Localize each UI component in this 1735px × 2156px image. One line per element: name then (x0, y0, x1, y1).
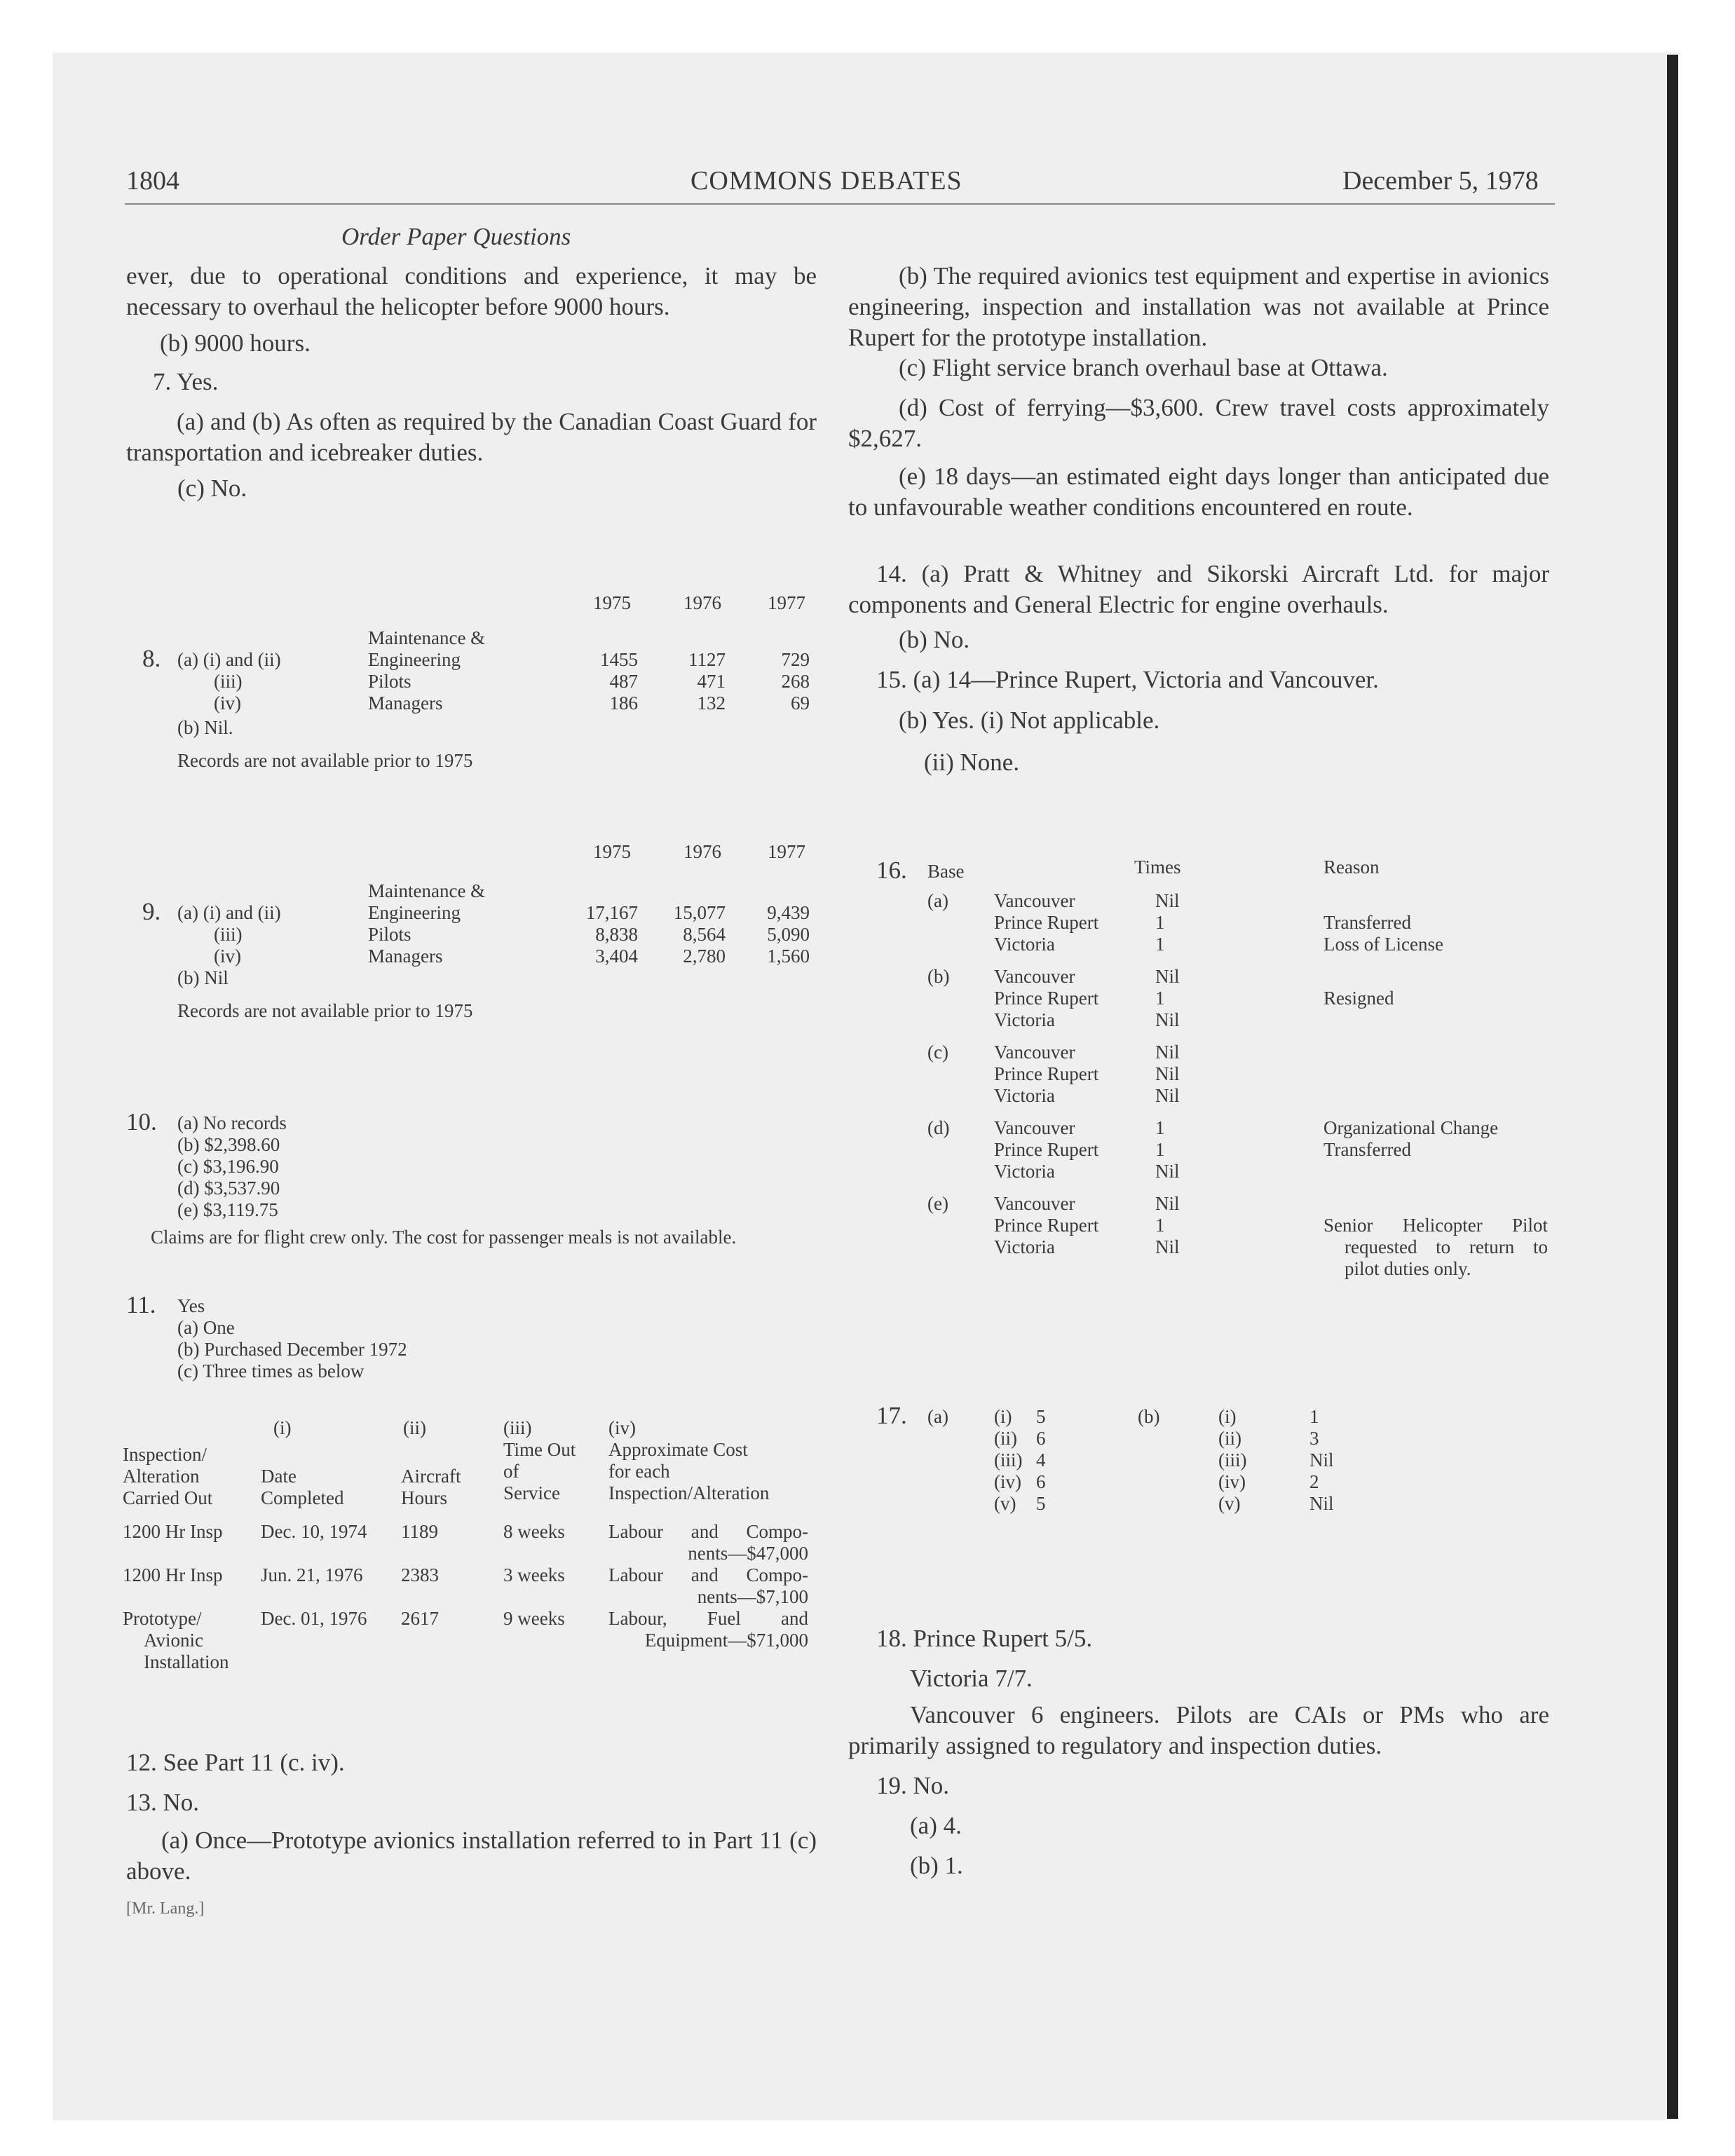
category-label: Maintenance & (368, 627, 486, 648)
sub-label: (v) (1218, 1493, 1241, 1514)
page-background (53, 53, 1678, 2120)
year-header: 1977 (768, 841, 805, 862)
year-header: 1976 (683, 841, 721, 862)
times-value: Nil (1155, 1042, 1180, 1063)
group-letter: (b) (927, 966, 950, 987)
reason-text: Resigned (1324, 988, 1394, 1009)
sub-label: (iv) (994, 1471, 1021, 1492)
base-name: Prince Rupert (994, 1139, 1099, 1160)
reason-text: pilot duties only. (1345, 1258, 1471, 1279)
reason-text: Loss of License (1324, 934, 1443, 955)
base-name: Victoria (994, 1009, 1055, 1030)
answer-line: (a) No records (177, 1112, 287, 1133)
table-cell: 3,404 (595, 946, 638, 967)
column-header: of (503, 1461, 519, 1482)
question-number: 10. (126, 1108, 157, 1135)
table-cell: nents—$7,100 (697, 1586, 808, 1607)
column-number: (ii) (403, 1417, 426, 1438)
row-label: (iv) (214, 946, 241, 967)
question-number: 9. (142, 898, 161, 925)
table-cell: Installation (144, 1651, 229, 1672)
base-name: Vancouver (994, 966, 1075, 987)
question-number: 16. (876, 857, 907, 884)
table-cell: 9 weeks (503, 1608, 565, 1629)
column-header: Aircraft (401, 1466, 461, 1487)
times-value: 1 (1155, 912, 1165, 933)
column-header: Reason (1324, 857, 1380, 878)
table-cell: nents—$47,000 (688, 1543, 808, 1564)
row-label: (a) (i) and (ii) (177, 649, 281, 670)
answer-paragraph: (a) Once—Prototype avionics installation referred to in Part 11 (c) above. (126, 1827, 817, 1885)
times-value: Nil (1155, 1161, 1180, 1182)
sub-label: (i) (994, 1406, 1012, 1427)
table-cell: 1,560 (767, 946, 810, 967)
reason-text: Organizational Change (1324, 1117, 1499, 1138)
times-value: 1 (1155, 934, 1165, 955)
table-cell: Labour and Compo- (608, 1521, 808, 1542)
answer-line: (c) No. (177, 475, 247, 502)
answer-line: (b) Nil (177, 967, 229, 988)
times-value: Nil (1155, 1009, 1180, 1030)
column-number: (iv) (608, 1417, 636, 1438)
page-date: December 5, 1978 (1342, 166, 1539, 196)
times-value: Nil (1155, 1236, 1180, 1257)
table-cell: 15,077 (673, 902, 726, 923)
table-cell: 1200 Hr Insp (123, 1521, 223, 1542)
base-name: Victoria (994, 1161, 1055, 1182)
column-header: Time Out (503, 1439, 576, 1460)
table-cell: 729 (781, 649, 810, 670)
table-cell: 1455 (600, 649, 638, 670)
table-cell: 1127 (688, 649, 726, 670)
times-value: Nil (1155, 966, 1180, 987)
answer-line: (a) One (177, 1317, 235, 1338)
sub-value: 4 (1036, 1449, 1046, 1471)
answer-line: 12. See Part 11 (c. iv). (126, 1749, 345, 1776)
base-name: Prince Rupert (994, 912, 1099, 933)
year-header: 1975 (593, 841, 631, 862)
column-header: for each (608, 1461, 670, 1482)
group-letter: (e) (927, 1193, 948, 1214)
table-cell: Prototype/ (123, 1608, 202, 1629)
column-header: Approximate Cost (608, 1439, 748, 1460)
table-cell: Labour, Fuel and (608, 1608, 808, 1629)
table-note: Records are not available prior to 1975 (177, 1000, 473, 1021)
table-cell: 8 weeks (503, 1521, 565, 1542)
sub-label: (i) (1218, 1406, 1237, 1427)
reason-text: Senior Helicopter Pilot (1324, 1215, 1548, 1236)
answer-line: Victoria 7/7. (910, 1665, 1033, 1692)
answer-line: (b) Nil. (177, 717, 233, 738)
answer-paragraph: Vancouver 6 engineers. Pilots are CAIs or PMs who are primarily assigned to regulatory and inspection duties. (848, 1701, 1549, 1759)
header-rule (125, 203, 1555, 205)
table-cell: 8,838 (595, 924, 638, 945)
row-label: (a) (i) and (ii) (177, 902, 281, 923)
table-cell: Avionic (144, 1630, 203, 1651)
category-label: Engineering (368, 649, 461, 670)
table-cell: 186 (609, 692, 638, 714)
page-title: COMMONS DEBATES (690, 166, 962, 196)
sub-label: (iii) (1218, 1449, 1247, 1471)
table-cell: Jun. 21, 1976 (261, 1564, 363, 1585)
base-name: Prince Rupert (994, 1063, 1099, 1084)
sub-value: 3 (1309, 1428, 1319, 1449)
table-cell: 17,167 (585, 902, 638, 923)
base-name: Prince Rupert (994, 1215, 1099, 1236)
table-cell: 2617 (401, 1608, 439, 1629)
year-header: 1975 (593, 592, 631, 613)
column-header: Inspection/ (123, 1444, 207, 1465)
column-number: (i) (273, 1417, 292, 1438)
table-cell: 487 (609, 671, 638, 692)
times-value: Nil (1155, 890, 1180, 911)
table-cell: 1200 Hr Insp (123, 1564, 223, 1585)
base-name: Victoria (994, 1085, 1055, 1106)
question-number: 8. (142, 645, 161, 672)
answer-paragraph: ever, due to operational conditions and experience, it may be necessary to overhaul the helicopter before 9000 hours. (126, 262, 817, 320)
answer-line: (ii) None. (924, 749, 1020, 776)
answer-line: (e) $3,119.75 (177, 1199, 278, 1220)
answer-line: 15. (a) 14—Prince Rupert, Victoria and Vancouver. (876, 666, 1379, 693)
answer-line: (c) Flight service branch overhaul base at Ottawa. (899, 354, 1388, 381)
column-header: Base (927, 861, 965, 882)
sub-value: 5 (1036, 1406, 1046, 1427)
column-header: Service (503, 1482, 560, 1503)
table-cell: 8,564 (683, 924, 726, 945)
sub-value: 6 (1036, 1428, 1046, 1449)
answer-paragraph: (b) The required avionics test equipment and expertise in avionics engineering, inspection and installation was not available at Prince Rupert for the prototype installation. (848, 262, 1549, 351)
table-cell: 268 (781, 671, 810, 692)
table-cell: 3 weeks (503, 1564, 565, 1585)
base-name: Vancouver (994, 1117, 1075, 1138)
group-letter: (b) (1138, 1406, 1160, 1427)
sub-label: (ii) (1218, 1428, 1241, 1449)
column-header: Times (1134, 857, 1181, 878)
answer-line: (a) 4. (910, 1812, 962, 1839)
answer-paragraph: 14. (a) Pratt & Whitney and Sikorski Aircraft Ltd. for major components and General Electric for engine overhauls. (848, 560, 1549, 618)
section-heading: Order Paper Questions (341, 223, 571, 250)
answer-line: (b) Purchased December 1972 (177, 1339, 407, 1360)
times-value: Nil (1155, 1085, 1180, 1106)
times-value: 1 (1155, 1139, 1165, 1160)
table-cell: Dec. 01, 1976 (261, 1608, 367, 1629)
reason-text: Transferred (1324, 1139, 1411, 1160)
answer-line: 19. No. (876, 1772, 950, 1799)
category-label: Managers (368, 692, 443, 714)
answer-line: (b) Yes. (i) Not applicable. (899, 707, 1160, 734)
table-note: Records are not available prior to 1975 (177, 750, 473, 771)
column-header: Date (261, 1466, 297, 1487)
sub-value: 6 (1036, 1471, 1046, 1492)
table-cell: 5,090 (767, 924, 810, 945)
table-cell: 132 (697, 692, 726, 714)
sub-label: (ii) (994, 1428, 1017, 1449)
sub-label: (v) (994, 1493, 1016, 1514)
base-name: Victoria (994, 1236, 1055, 1257)
category-label: Pilots (368, 924, 411, 945)
year-header: 1976 (683, 592, 721, 613)
group-letter: (a) (927, 890, 948, 911)
table-cell: 2,780 (683, 946, 726, 967)
answer-paragraph: (d) Cost of ferrying—$3,600. Crew travel costs approximately $2,627. (848, 394, 1549, 452)
column-header: Carried Out (123, 1487, 213, 1508)
answer-line: (b) $2,398.60 (177, 1134, 280, 1155)
sub-value: 5 (1036, 1493, 1046, 1514)
answer-line: (c) Three times as below (177, 1360, 365, 1381)
sub-label: (iii) (994, 1449, 1023, 1471)
reason-text: requested to return to (1345, 1236, 1548, 1257)
answer-line: (b) No. (899, 626, 970, 653)
answer-line: 18. Prince Rupert 5/5. (876, 1625, 1093, 1652)
column-header: Inspection/Alteration (608, 1482, 770, 1503)
table-cell: 2383 (401, 1564, 439, 1585)
answer-line: 7. Yes. (153, 368, 219, 395)
sub-label: (iv) (1218, 1471, 1246, 1492)
speaker-signature: [Mr. Lang.] (126, 1899, 205, 1918)
column-header: Completed (261, 1487, 344, 1508)
times-value: Nil (1155, 1193, 1180, 1214)
base-name: Vancouver (994, 1042, 1075, 1063)
row-label: (iii) (214, 671, 243, 692)
times-value: 1 (1155, 1117, 1165, 1138)
table-cell: Equipment—$71,000 (644, 1630, 808, 1651)
year-header: 1977 (768, 592, 805, 613)
page-edge-shadow (1667, 55, 1678, 2119)
category-label: Engineering (368, 902, 461, 923)
row-label: (iv) (214, 692, 241, 714)
sub-value: 2 (1309, 1471, 1319, 1492)
answer-line: Yes (177, 1295, 205, 1316)
table-note: Claims are for flight crew only. The cost for passenger meals is not available. (151, 1227, 737, 1248)
column-header: Hours (401, 1487, 447, 1508)
answer-line: (b) 9000 hours. (160, 329, 311, 357)
answer-paragraph: (a) and (b) As often as required by the Canadian Coast Guard for transportation and icebreaker duties. (126, 408, 817, 466)
column-header: Alteration (123, 1466, 200, 1487)
answer-line: (c) $3,196.90 (177, 1156, 279, 1177)
table-cell: Labour and Compo- (608, 1564, 808, 1585)
reason-text: Transferred (1324, 912, 1411, 933)
table-cell: 1189 (401, 1521, 438, 1542)
answer-line: 13. No. (126, 1789, 200, 1816)
answer-line: (d) $3,537.90 (177, 1178, 280, 1199)
category-label: Maintenance & (368, 880, 486, 901)
group-letter: (c) (927, 1042, 948, 1063)
base-name: Prince Rupert (994, 988, 1099, 1009)
page-number: 1804 (126, 166, 179, 196)
times-value: 1 (1155, 1215, 1165, 1236)
times-value: Nil (1155, 1063, 1180, 1084)
table-cell: 69 (791, 692, 810, 714)
category-label: Managers (368, 946, 443, 967)
category-label: Pilots (368, 671, 411, 692)
answer-paragraph: (e) 18 days—an estimated eight days longer than anticipated due to unfavourable weather conditions encountered en route. (848, 463, 1549, 521)
row-label: (iii) (214, 924, 243, 945)
group-letter: (a) (927, 1406, 948, 1427)
answer-line: (b) 1. (910, 1852, 963, 1879)
column-number: (iii) (503, 1417, 532, 1438)
table-cell: 471 (697, 671, 726, 692)
base-name: Vancouver (994, 890, 1075, 911)
question-number: 11. (126, 1291, 156, 1318)
question-number: 17. (876, 1402, 907, 1429)
base-name: Victoria (994, 934, 1055, 955)
table-cell: 9,439 (767, 902, 810, 923)
times-value: 1 (1155, 988, 1165, 1009)
sub-value: Nil (1309, 1449, 1334, 1471)
group-letter: (d) (927, 1117, 950, 1138)
table-cell: Dec. 10, 1974 (261, 1521, 367, 1542)
sub-value: 1 (1309, 1406, 1319, 1427)
base-name: Vancouver (994, 1193, 1075, 1214)
sub-value: Nil (1309, 1493, 1334, 1514)
